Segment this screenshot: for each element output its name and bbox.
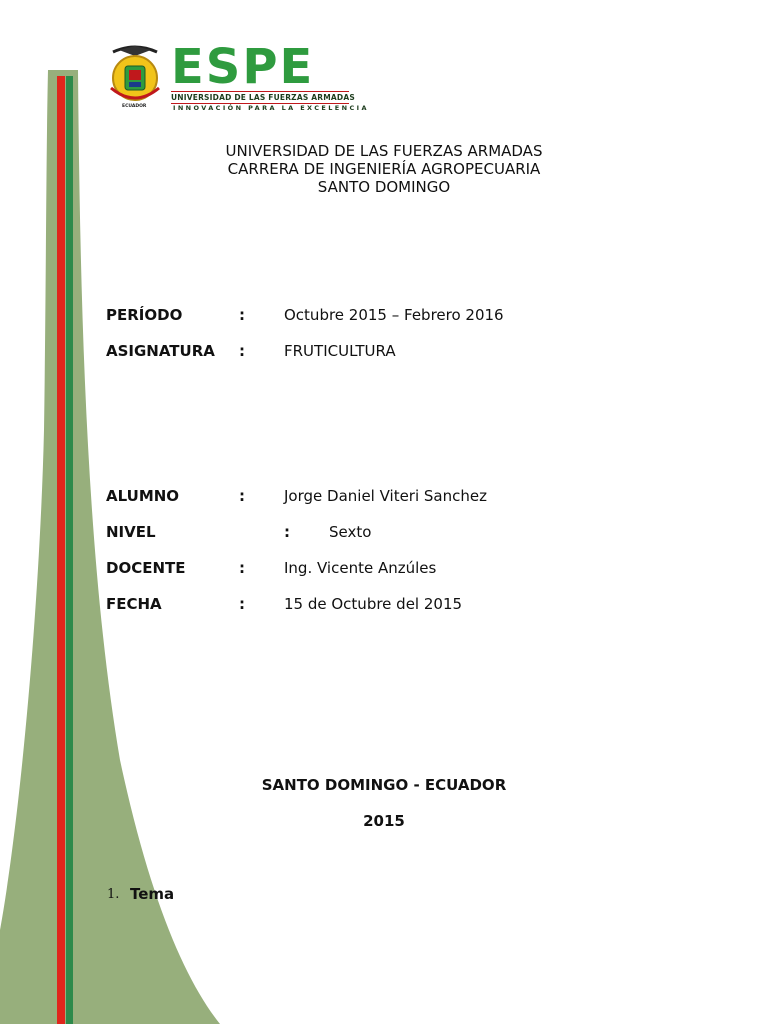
alumno-value: Jorge Daniel Viteri Sanchez	[284, 487, 487, 505]
periodo-value: Octubre 2015 – Febrero 2016	[284, 306, 504, 324]
docente-value: Ing. Vicente Anzúles	[284, 559, 437, 577]
section-number: 1.	[107, 887, 120, 902]
docente-label: DOCENTE	[106, 559, 186, 577]
docente-colon: :	[239, 559, 245, 577]
document-header	[0, 142, 768, 196]
header-campus: SANTO DOMINGO	[317, 178, 451, 196]
university-seal-icon	[105, 44, 165, 106]
green-stripe	[66, 76, 73, 1024]
red-stripe	[57, 76, 65, 1024]
section-title: Tema	[130, 885, 175, 903]
logo-wordmark: ESPE	[171, 39, 315, 95]
header-university: UNIVERSIDAD DE LAS FUERZAS ARMADAS	[225, 142, 543, 160]
fecha-label: FECHA	[106, 595, 162, 613]
green-curve-shape	[0, 70, 220, 1024]
asignatura-colon: :	[239, 342, 245, 360]
footer-location: SANTO DOMINGO - ECUADOR	[261, 776, 507, 794]
logo-tagline: INNOVACIÓN PARA LA EXCELENCIA	[173, 104, 369, 112]
fecha-colon: :	[239, 595, 245, 613]
alumno-label: ALUMNO	[106, 487, 180, 505]
periodo-colon: :	[239, 306, 245, 324]
nivel-colon: :	[284, 523, 290, 541]
header-career: CARRERA DE INGENIERÍA AGROPECUARIA	[227, 160, 541, 178]
asignatura-label: ASIGNATURA	[106, 342, 215, 360]
logo-subtitle: UNIVERSIDAD DE LAS FUERZAS ARMADAS	[171, 93, 355, 102]
seal-caption: ECUADOR	[122, 104, 147, 109]
footer-year: 2015	[363, 812, 405, 830]
espe-logo	[105, 39, 369, 116]
periodo-label: PERÍODO	[106, 306, 183, 324]
asignatura-value: FRUTICULTURA	[284, 342, 396, 360]
alumno-colon: :	[239, 487, 245, 505]
nivel-label: NIVEL	[106, 523, 156, 541]
fecha-value: 15 de Octubre del 2015	[284, 595, 463, 613]
nivel-value: Sexto	[329, 523, 372, 541]
